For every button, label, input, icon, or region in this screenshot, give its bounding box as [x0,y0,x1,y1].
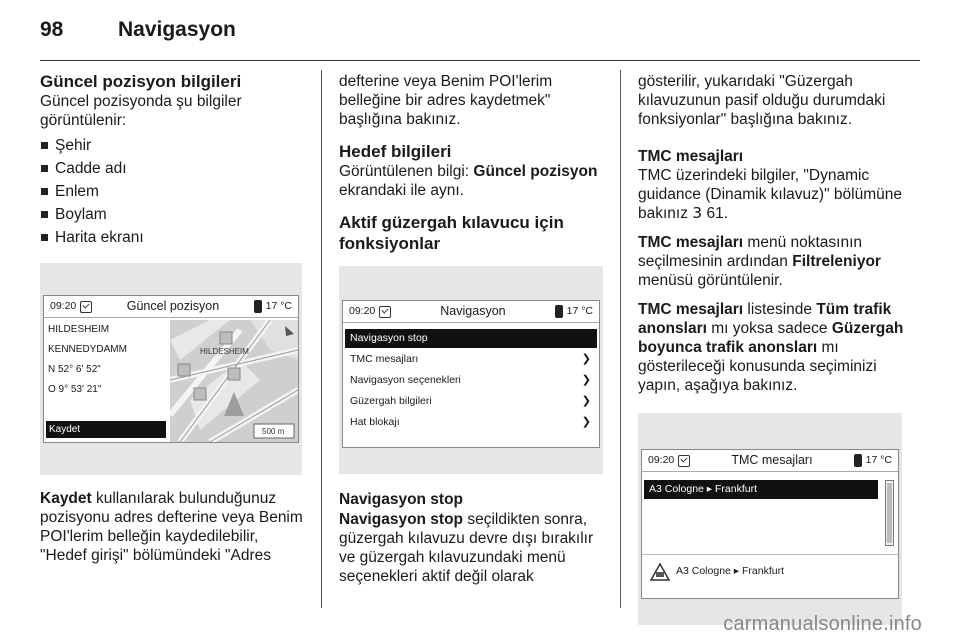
page-header [40,18,236,48]
bold-term: Güzergah boyunca trafik anonsları [638,320,904,356]
clock: 09:20 [349,305,376,317]
thermometer-icon [555,305,563,318]
screen-title: Navigasyon [440,304,506,318]
menu-item-label: Navigasyon stop [350,332,428,344]
column-3 [638,72,910,625]
map-city-label: HILDESHEIM [200,347,249,356]
subsection-heading: Navigasyon stop [339,491,464,508]
paragraph-text: Görüntülenen bilgi: [339,163,474,180]
subsection-heading: TMC mesajları [638,148,744,165]
page-number: 98 [40,18,64,41]
traffic-warning-icon [650,563,670,581]
paragraph-text: mı yoksa sadece [706,320,832,337]
menu-item-tmc[interactable] [345,350,597,369]
paragraph [638,300,910,395]
status-bar [642,450,898,472]
check-icon [379,306,391,318]
menu-item-label: TMC mesajları [350,353,419,365]
section-heading: Aktif güzergah kılavucu için fonksiyonlar [339,213,564,253]
menu-item-route-info[interactable] [345,392,597,411]
city-line: HILDESHEIM [48,324,110,335]
paragraph [339,510,605,586]
list-item: Cadde adı [40,157,308,180]
chevron-right-icon: ❯ [581,416,591,428]
screenshot-current-position [40,263,302,475]
bullet-list [40,134,308,249]
watermark: carmanualsonline.info [723,613,922,635]
page-ref-arrow-icon: 3 [692,204,703,222]
clock: 09:20 [648,454,675,466]
screenshot-tmc-messages [638,413,902,625]
paragraph-text: ekrandaki ile aynı. [339,182,464,199]
temperature [254,297,292,316]
tmc-message-item[interactable]: A3 Cologne ▸ Frankfurt [644,480,878,499]
status-bar [343,301,599,323]
list-item: Şehir [40,134,308,157]
menu-item-route-block[interactable] [345,413,597,432]
screen-title: TMC mesajları [731,453,813,467]
check-icon [678,455,690,467]
temperature-value: 17 °C [566,305,593,317]
temperature-value: 17 °C [265,300,292,312]
temperature-value: 17 °C [865,454,892,466]
menu-item-label: Güzergah bilgileri [350,395,432,407]
tmc-detail [650,562,784,581]
paragraph: Güncel pozisyonda şu bilgiler görüntülenir: [40,93,242,129]
page-title: Navigasyon [118,18,236,41]
paragraph [638,233,910,290]
list-item: Harita ekranı [40,226,308,249]
chevron-right-icon: ❯ [581,374,591,386]
paragraph-text: seçildikten sonra, güzergah kılavuzu devre dışı bırakılır ve güzergah kılavuzundaki menü seçenekleri aktif değil olarak [339,511,594,585]
paragraph-text: menü noktasının seçilmesinin ardından [638,234,863,270]
map-view[interactable] [170,320,298,442]
menu-item-label: Navigasyon seçenekleri [350,374,461,386]
position-info [44,320,168,442]
bold-term: TMC mesajları [638,301,744,318]
bold-term: Filtreleniyor [792,253,881,270]
display-screen [43,295,299,443]
tmc-detail-text: A3 Cologne ▸ Frankfurt [676,565,784,577]
paragraph [638,166,910,223]
menu-item-label: Hat blokajı [350,416,400,428]
temperature [555,302,593,321]
section-heading: Hedef bilgileri [339,142,452,161]
page-reference: 61. [702,205,729,222]
column-divider [321,70,322,608]
paragraph: defterine veya Benim POI'lerim belleğine bir adres kaydetmek" başlığına bakınız. [339,73,553,128]
display-screen [342,300,600,448]
menu-item-navigation-stop[interactable] [345,329,597,348]
clock: 09:20 [50,300,77,312]
bold-term: Güncel pozisyon [473,163,598,180]
screenshot-navigation-menu [339,266,603,474]
save-button[interactable]: Kaydet [46,421,166,438]
chevron-right-icon: ❯ [581,353,591,365]
paragraph [40,489,308,565]
latitude-line: N 52° 6' 52" [48,364,101,375]
paragraph-text: menüsü görüntülenir. [638,272,783,289]
column-divider [620,70,621,608]
column-2 [339,72,605,586]
paragraph-text: listesinde [743,301,817,318]
longitude-line: O 9° 53' 21" [48,384,102,395]
screen-title: Güncel pozisyon [126,299,220,313]
display-screen [641,449,899,599]
paragraph: gösterilir, yukarıdaki "Güzergah kılavuzunun pasif olduğu durumdaki fonksiyonlar" başlığına bakınız. [638,73,886,128]
thermometer-icon [254,300,262,313]
bold-term: Navigasyon stop [339,511,464,528]
paragraph [339,162,605,200]
menu-item-options[interactable] [345,371,597,390]
scrollbar[interactable] [885,480,894,546]
thermometer-icon [854,454,862,467]
list-item: Boylam [40,203,308,226]
column-1 [40,72,308,565]
status-bar [44,296,298,318]
map-scale: 500 m [262,427,285,436]
menu-list [345,329,597,432]
paragraph-text: kullanılarak bulunduğunuz pozisyonu adres defterine veya Benim POI'lerim belleğin kaydedilebilir, "Hedef girişi" bölümündeki "Adres [40,490,303,564]
section-heading: Güncel pozisyon bilgileri [40,72,242,91]
paragraph-text: TMC üzerindeki bilgiler, "Dynamic guidance (Dinamik kılavuz)" bölümüne bakınız [638,167,902,222]
street-line: KENNEDYDAMM [48,344,127,355]
check-icon [80,301,92,313]
header-rule [40,60,920,61]
paragraph-text: mı gösterileceği konusunda seçiminizi yapın, aşağıya bakınız. [638,339,877,394]
list-item: Enlem [40,180,308,203]
bold-term: Kaydet [40,490,92,507]
bold-term: Tüm trafik anonsları [638,301,892,337]
temperature [854,451,892,470]
chevron-right-icon: ❯ [581,395,591,407]
bold-term: TMC mesajları [638,234,744,251]
